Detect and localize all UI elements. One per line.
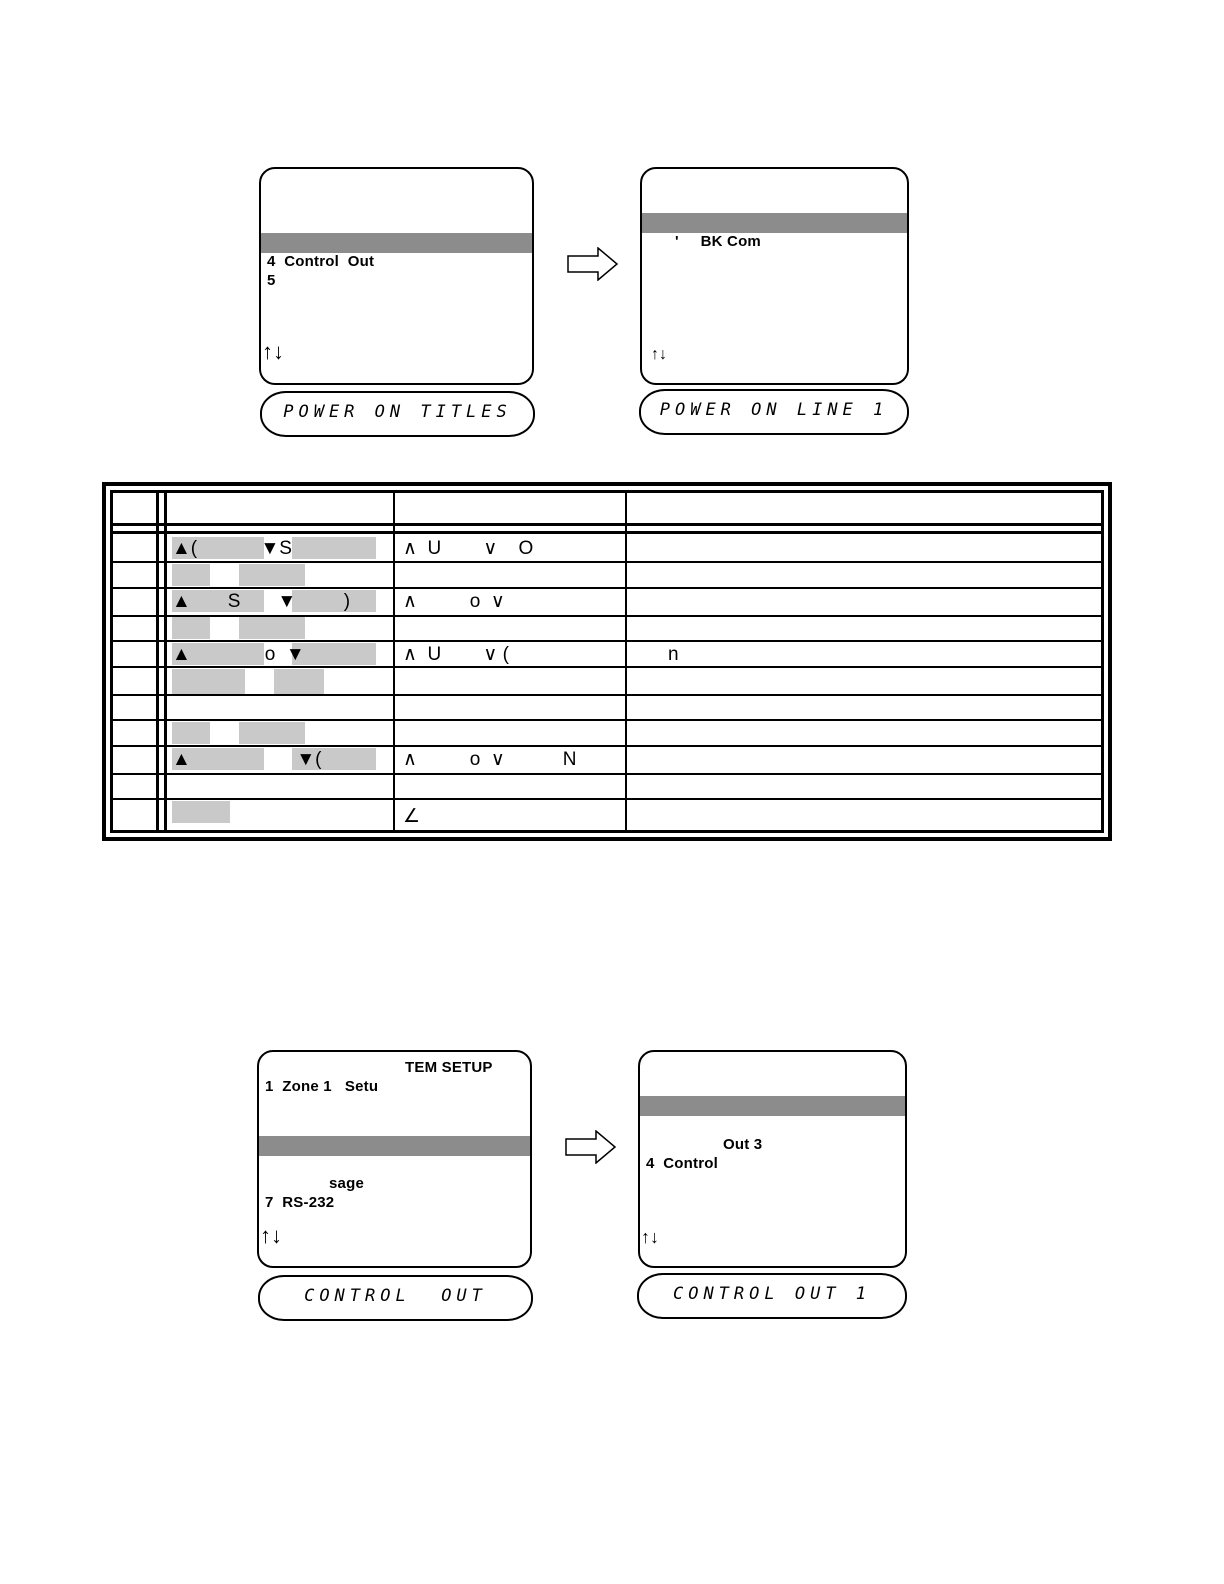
table-rule xyxy=(110,490,1104,493)
table-row xyxy=(110,719,1104,721)
right-arrow-icon xyxy=(567,247,619,281)
shaded-cell xyxy=(292,537,376,559)
cell-text: n xyxy=(668,644,679,665)
menu-line: 4 Control xyxy=(646,1155,718,1172)
table-rule xyxy=(164,490,167,833)
up-down-arrows-icon: ↑↓ xyxy=(262,339,284,364)
cell-text: ∧ U ∨ ( xyxy=(403,644,509,665)
table-row xyxy=(110,587,1104,589)
table-row xyxy=(110,798,1104,800)
front-panel-display xyxy=(260,391,535,437)
table-rule xyxy=(156,490,159,833)
shaded-cell xyxy=(239,722,305,744)
shaded-cell xyxy=(172,564,210,586)
table-row xyxy=(110,640,1104,642)
shaded-cell xyxy=(172,669,245,694)
front-panel-display xyxy=(637,1273,907,1319)
menu-line: ' BK Com xyxy=(675,233,761,250)
display-text: CONTROL OUT xyxy=(304,1286,487,1306)
osd-screen-control-out-1 xyxy=(638,1050,907,1268)
osd-screen-power-on-titles xyxy=(259,167,534,385)
up-down-arrows-icon: ↑↓ xyxy=(641,1227,659,1247)
front-panel-display xyxy=(639,389,909,435)
right-arrow-icon xyxy=(565,1130,617,1164)
table-row xyxy=(110,745,1104,747)
osd-screen-power-on-line-1 xyxy=(640,167,909,385)
cell-text: ▲ o ▼ xyxy=(172,644,305,665)
osd-screen-system-setup xyxy=(257,1050,532,1268)
cell-text: ∧ U ∨ O xyxy=(403,538,534,559)
menu-line: sage xyxy=(329,1175,364,1192)
highlight-bar xyxy=(642,213,907,233)
table-rule xyxy=(110,490,113,833)
cell-text: ∠ xyxy=(403,806,421,827)
table-row xyxy=(110,694,1104,696)
cell-text: ▲ S ▼ ) xyxy=(172,591,351,612)
menu-line: Out 3 xyxy=(723,1136,763,1153)
table-rule xyxy=(625,490,627,833)
cell-text: ∧ o ∨ N xyxy=(403,749,577,770)
cell-text: ▲( ▼S xyxy=(172,538,292,559)
up-down-arrows-icon: ↑↓ xyxy=(651,346,667,363)
menu-line: 7 RS-232 xyxy=(265,1194,335,1211)
shaded-cell xyxy=(239,564,305,586)
display-text: CONTROL OUT 1 xyxy=(672,1284,872,1304)
highlight-bar xyxy=(640,1096,905,1116)
shaded-cell xyxy=(172,801,230,823)
screen-title: TEM SETUP xyxy=(405,1059,493,1076)
table-rule xyxy=(110,523,1104,526)
display-text: POWER ON TITLES xyxy=(283,402,512,422)
up-down-arrows-icon: ↑↓ xyxy=(260,1223,282,1248)
settings-table xyxy=(102,482,1112,841)
cell-text: ▲ ▼( xyxy=(172,749,322,770)
table-row xyxy=(110,666,1104,668)
menu-line: 5 xyxy=(267,272,276,289)
menu-line: 1 Zone 1 Setu xyxy=(265,1078,379,1095)
table-rule xyxy=(110,531,1104,534)
table-rule xyxy=(393,490,395,833)
display-text: POWER ON LINE 1 xyxy=(659,400,889,420)
table-row xyxy=(110,773,1104,775)
shaded-cell xyxy=(239,617,305,639)
shaded-cell xyxy=(172,722,210,744)
highlight-bar xyxy=(259,1136,530,1156)
table-rule xyxy=(110,830,1104,833)
table-row xyxy=(110,561,1104,563)
highlight-bar xyxy=(261,233,532,253)
cell-text: ∧ o ∨ xyxy=(403,591,505,612)
shaded-cell xyxy=(274,669,324,694)
table-rule xyxy=(1101,490,1104,833)
shaded-cell xyxy=(172,617,210,639)
front-panel-display xyxy=(258,1275,533,1321)
menu-line: 4 Control Out xyxy=(267,253,375,270)
